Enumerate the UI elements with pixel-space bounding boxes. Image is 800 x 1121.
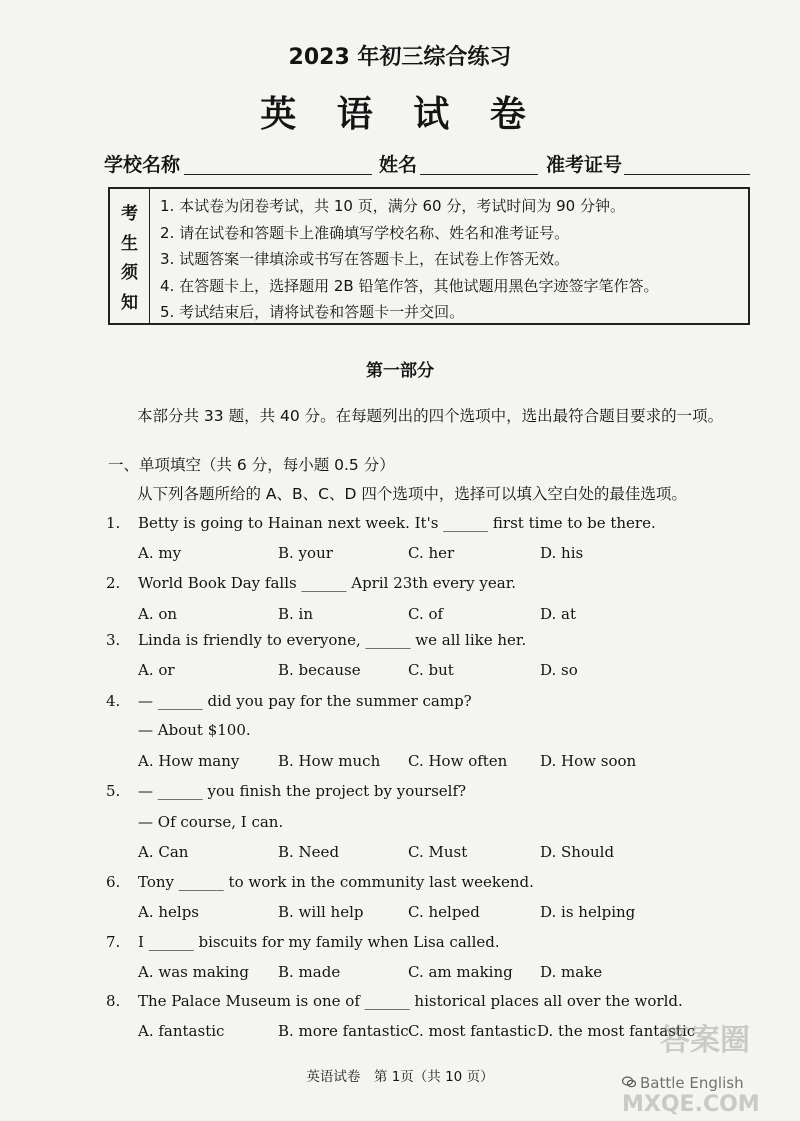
watermark-domain: MXQE.COM	[622, 1092, 760, 1117]
question-stem: I ______ biscuits for my family when Lisa called.	[138, 933, 500, 951]
option-c[interactable]: C. helped	[408, 903, 480, 921]
page-footer: 英语试卷 第 1页（共 10 页）	[306, 1069, 494, 1085]
wechat-icon	[622, 1076, 636, 1088]
exam-subtitle: 2023 年初三综合练习	[288, 45, 512, 70]
option-c[interactable]: C. but	[408, 661, 454, 679]
watermark-account: Battle English	[640, 1074, 744, 1092]
exam-notice-box	[108, 187, 750, 325]
option-c[interactable]: C. most fantastic	[408, 1022, 537, 1040]
option-c[interactable]: C. of	[408, 605, 444, 623]
school-blank[interactable]	[184, 174, 372, 175]
option-b[interactable]: B. your	[278, 544, 333, 562]
part-title: 第一部分	[366, 361, 434, 381]
option-d[interactable]: D. so	[540, 661, 578, 679]
option-d[interactable]: D. Should	[540, 843, 615, 861]
option-d[interactable]: D. make	[540, 963, 603, 981]
option-d[interactable]: D. How soon	[540, 752, 637, 770]
part-description: 本部分共 33 题，共 40 分。在每题列出的四个选项中，选出最符合题目要求的一项。	[137, 407, 724, 425]
option-b[interactable]: B. made	[278, 963, 341, 981]
notice-item: 1. 本试卷为闭卷考试，共 10 页，满分 60 分，考试时间为 90 分钟。	[160, 197, 625, 215]
school-label: 学校名称	[104, 154, 181, 176]
option-a[interactable]: A. or	[138, 661, 175, 679]
exam-page: 2023 年初三综合练习 英 语 试 卷 学校名称 姓名 准考证号 考 生 须 知 1. 本试卷为闭卷考试，共 10 页，满分 60 分，考试时间为 90 分钟。 2. 请在试卷和答题卡上准确填写学校名称、姓名和准考证号。 3. 试题答案一律填涂或书写在答题卡上，在试卷上作答无效。 4. 在答题卡上，选择题用 2B 铅笔作答，其他试题用黑色字迹签字笔作答。 5. 考试结束后，请将试卷和答题卡一并交回。 第一部分 本部分共 33 题，共 40 分。在每题列出的四个选项中，选出最符合题目要求的一项。 一、单项填空（共 6 分，每小题 0.5 分） 从下列各题所给的 A、B、C、D 四个选项中，选择可以填入空白处的最佳选项。 1. Betty is going to Hainan next week. It's ______ first time to be there. A. my B. your C. her D. his 2. World Book Day falls ______ April 23th every year. A. on B. in C. of D. at 3. Linda is friendly to everyone, ______ we all like her. A. or B. because C. but D. so 4. — ______ did you pay for the summer camp? — About $100. A. How many B. How much C. How often D. How soon 5. — ______ you finish the project by yourself? — Of course, I can. A. Can B. Need C. Must D. Should 6. Tony ______ to work in the community last weekend. A. helps B. will help C. helped D. is helping 7. I ______ biscuits for my family when Lisa called. A. was making B. made C. am making D. make 8. The Palace Museum is one of ______ historical places all over the world. A. fantastic B. more fantastic C. most fantastic D. the most fantastic 英语试卷 第 1页（共 10 页） 答案圈 Battle English MXQE.COM	[0, 0, 800, 1121]
notice-item: 5. 考试结束后，请将试卷和答题卡一并交回。	[160, 303, 465, 321]
option-b[interactable]: B. Need	[278, 843, 340, 861]
option-a[interactable]: A. my	[138, 544, 182, 562]
option-c[interactable]: C. How often	[408, 752, 508, 770]
notice-items	[160, 193, 744, 326]
question-stem: The Palace Museum is one of ______ historical places all over the world.	[138, 992, 683, 1010]
question-stem: Betty is going to Hainan next week. It's ______ first time to be there.	[138, 514, 656, 532]
option-a[interactable]: A. fantastic	[138, 1022, 225, 1040]
notice-side-label: 考 生 须 知	[110, 189, 150, 323]
notice-item: 3. 试题答案一律填涂或书写在答题卡上，在试卷上作答无效。	[160, 250, 570, 268]
option-b[interactable]: B. more fantastic	[278, 1022, 409, 1040]
option-b[interactable]: B. will help	[278, 903, 364, 921]
watermark-logo: 答案圈	[660, 1023, 750, 1058]
option-d[interactable]: D. is helping	[540, 903, 636, 921]
exam-id-blank[interactable]	[624, 174, 750, 175]
question-stem-reply: — About $100.	[138, 721, 251, 739]
option-b[interactable]: B. in	[278, 605, 314, 623]
name-label: 姓名	[379, 154, 418, 176]
option-c[interactable]: C. her	[408, 544, 455, 562]
option-b[interactable]: B. because	[278, 661, 361, 679]
exam-id-label: 准考证号	[546, 154, 623, 176]
question-stem: — ______ you finish the project by yourself?	[138, 782, 467, 800]
option-d[interactable]: D. his	[540, 544, 584, 562]
name-blank[interactable]	[420, 174, 538, 175]
student-info-row	[104, 148, 754, 180]
option-a[interactable]: A. How many	[138, 752, 240, 770]
question-stem: Linda is friendly to everyone, ______ we all like her.	[138, 631, 527, 649]
exam-title: 英 语 试 卷	[260, 94, 540, 135]
option-c[interactable]: C. Must	[408, 843, 468, 861]
question-stem: — ______ did you pay for the summer camp?	[138, 692, 472, 710]
option-b[interactable]: B. How much	[278, 752, 381, 770]
notice-item: 2. 请在试卷和答题卡上准确填写学校名称、姓名和准考证号。	[160, 223, 570, 242]
option-a[interactable]: A. helps	[138, 903, 200, 921]
question-stem-reply: — Of course, I can.	[138, 813, 284, 831]
option-d[interactable]: D. the most fantastic	[537, 1022, 696, 1040]
question-stem: Tony ______ to work in the community last weekend.	[138, 873, 534, 891]
section-title: 一、单项填空（共 6 分，每小题 0.5 分）	[108, 456, 395, 474]
option-c[interactable]: C. am making	[408, 963, 513, 981]
option-a[interactable]: A. on	[138, 605, 178, 623]
notice-item: 4. 在答题卡上，选择题用 2B 铅笔作答，其他试题用黑色字迹签字笔作答。	[160, 276, 659, 295]
option-d[interactable]: D. at	[540, 605, 576, 623]
question-stem: World Book Day falls ______ April 23th every year.	[138, 574, 516, 592]
option-a[interactable]: A. was making	[138, 963, 249, 981]
option-a[interactable]: A. Can	[138, 843, 189, 861]
section-instruction: 从下列各题所给的 A、B、C、D 四个选项中，选择可以填入空白处的最佳选项。	[137, 485, 687, 503]
